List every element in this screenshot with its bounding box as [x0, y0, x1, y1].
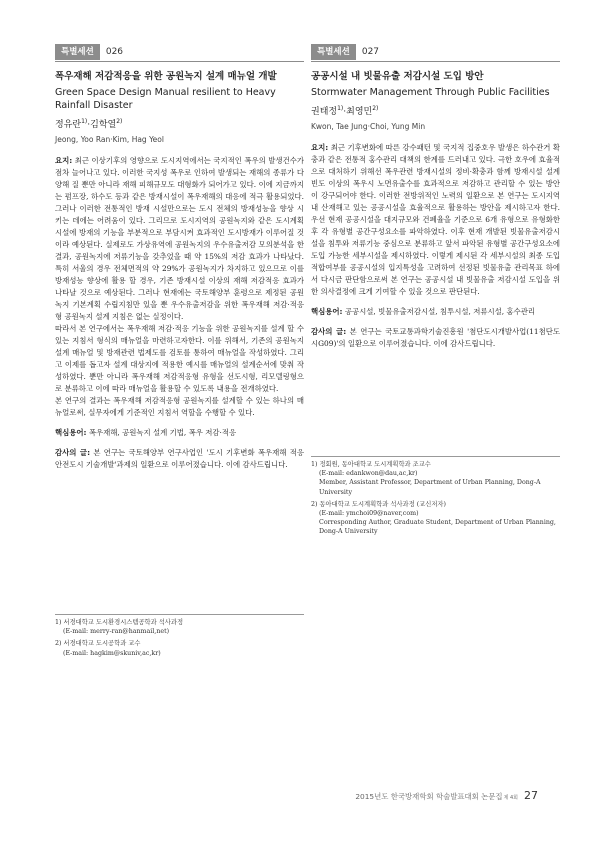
title-korean: 공공시설 내 빗물유출 저감시설 도입 방안 [311, 71, 484, 82]
paper-number: 026 [105, 47, 124, 57]
abstract-p3: 본 연구의 결과는 폭우재해 저감적응형 공원녹지를 설계할 수 있는 하나의 매뉴얼로써, 실무자에게 기준적인 지침서 역할을 수행할 수 있다. [55, 396, 304, 417]
proceedings-title: 2015년도 한국방재학회 학술발표대회 논문집 [355, 792, 503, 801]
authors-korean: 권태정$^{1)}$·최영민$^{2)}$ [311, 105, 379, 117]
abstract-text: 최근 기후변화에 따른 강수패턴 및 국지적 집중호우 발생은 하수관거 확충과 같은 전통적 홍수관리 대책의 한계를 드러내고 있다. 극한 호우에 효율적으로 대처하기 위해선 폭우관련 방재시설의 정비·확충과 함께 방재시설 설계빈도 이상의 폭우시 노면유출수를 효과적으로 저감하고 관리할 수 있는 방안이 강구되어야 한다. 이러한 전방위적인 노력의 일환으로 본 연구는 도시지역 내 산재해고 있는 공공시설을 효율적으로 활용하는 방안을 제시하고자 한다. 우선 현재 공공시설을 대지규모와 건폐율을 기준으로 6개 유형으로 유형화한 후 각 유형별 공간구성요소를 파악하였다. 이후 현재 개발된 빗물유출저감시설을 침투와 저류기능 중심으로 분류하고 앞서 파악된 유형별 공간구성요소에 도입 가능한 세부시설을 제시하였다. 이렇게 제시된 각 세부시설의 최종 도입 적합여부를 공공시설의 입지특성을 고려하여 선정된 빗물유출 관리목표 하에서 다시금 판단함으로써 본 연구는 공공시설 내 빗물유출 저감시설 도입을 위한 의사결정에 크게 기여할 수 있을 것으로 판단된다. [311, 143, 560, 296]
footnotes-027 [311, 456, 560, 537]
abstract [55, 155, 304, 419]
page-footer [355, 789, 538, 802]
footnote-2: 2) 동아대학교 도시계획학과 석사과정 (교신저자) (E-mail: ymchoi09@naver,com) Corresponding Author, Graduate Student, Department of Urban Planning, Dong-A University [311, 500, 556, 536]
paper-number: 027 [361, 47, 380, 57]
abstract [311, 142, 560, 298]
footnote-rule [55, 614, 304, 615]
authors-english: Kwon, Tae Jung·Choi, Yung Min [311, 122, 426, 131]
authors-english: Jeong, Yoo Ran·Kim, Hag Yeol [55, 135, 164, 144]
abstract-p2: 따라서 본 연구에서는 폭우재해 저감·적응 기능을 위한 공원녹지를 설계 할 수 있는 지침서 형식의 매뉴얼을 마련하고자한다. 이를 위해서, 기존의 공원녹지 설계 매뉴얼 및 방재관련 법제도를 검토를 통하여 매뉴얼을 작성하였다. 그리고 이제를 돕고자 설계 대상지에 적용한 예시를 매뉴얼의 설계순서에 맞춰 작성하였다. 뿐만 아니라 폭우재해 저감적응형 유형을 선도시형, 리모델링형으로 분류하고 이에 따라 매뉴얼을 활용할 수 있도록 내용을 전개하였다. [55, 324, 304, 393]
header-rule [311, 61, 560, 62]
acknowledgement: 감사의 글: 본 연구는 국토해양부 연구사업인 '도시 기후변화 폭우재해 적응 안전도시 기술개발'과제의 일환으로 이루어졌습니다. 이에 감사드립니다. [55, 448, 304, 469]
title-english: Green Space Design Manual resilient to Heavy Rainfall Disaster [55, 87, 276, 111]
acknowledgement: 감사의 글: 본 연구는 국토교통과학기술진흥원 '첨단도시개발사업(11첨단도시G09)'의 일환으로 이루어졌습니다. 이에 감사드립니다. [311, 327, 560, 348]
paper-027 [311, 44, 560, 350]
keywords: 핵심용어: 폭우재해, 공원녹지 설계 기법, 폭우 저감·적응 [55, 428, 237, 437]
footnotes-026 [55, 614, 304, 658]
page-number: 27 [524, 789, 538, 802]
session-header [55, 44, 304, 60]
session-header [311, 44, 560, 60]
header-rule [55, 61, 304, 62]
title-korean: 폭우재해 저감적응을 위한 공원녹지 설계 매뉴얼 개발 [55, 71, 277, 82]
proceedings-edition: 제 4회 [503, 795, 518, 801]
authors-korean: 정유란$^{1)}$·김학열$^{2)}$ [55, 118, 123, 130]
footnote-rule [311, 456, 560, 457]
footnote-2: 2) 서경대학교 도시공학과 교수 (E-mail: hagkim@skuniv,ac,kr) [55, 640, 161, 657]
abstract-label: 요지: [311, 143, 329, 152]
keywords: 핵심용어: 공공시설, 빗물유출저감시설, 침투시설, 저류시설, 홍수관리 [311, 307, 536, 316]
session-tag: 특별세션 [55, 44, 100, 60]
footnote-1: 1) 서경대학교 도시환경시스템공학과 석사과정 (E-mail: merry-ran@hanmail,net) [55, 619, 184, 636]
paper-026 [55, 44, 304, 471]
abstract-label: 요지: [55, 156, 73, 165]
session-tag: 특별세션 [311, 44, 356, 60]
abstract-p1: 최근 이상기후의 영향으로 도시지역에서는 국지적인 폭우의 발생건수가 점차 늘어나고 있다. 이러한 국지성 폭우로 인하여 발생되는 재해의 종류가 다양해 질 뿐만 아니라 재해 피해규모도 대형화가 되어가고 있다. 이에 지금까지는 펌프장, 하수도 등과 같은 방재시설이 폭우재해의 대응에 적극 활용되었다. 그러나 이러한 전통적인 방재 시설만으로는 도시 전체의 방재성능을 향상 시키는 데에는 어려움이 있다. 그리므로 도시지역의 공원녹지와 같은 도시계획시설에 방재의 기능을 부분적으로 부담시켜 효과적인 도시방재가 이루어질 것이라 예상된다. 실제로도 가상유역에 공원녹지의 우수유출저감 모의분석을 한 결과, 공원녹지에 저류기능을 갖추었을 때 약 15%의 저감 효과가 나타났다. 특히 서울의 경우 전체면적의 약 29%가 공원녹지가 차지하고 있으므로 이를 방재성능 향상에 활용 할 경우, 기존 방재시설 이상의 재해 저감적응 효과가 나타날 것으로 예상된다. 그러나 현재에는 국토해양부 훈령으로 제정된 공원녹지 기본계획 수립지침만 있을 뿐 우수유출저감을 위한 폭우재해 저감·적응형 공원녹지 설계 지침은 없는 실정이다. [55, 156, 304, 321]
title-english: Stormwater Management Through Public Facilities [311, 87, 550, 98]
footnote-1: 1) 정회원, 동아대학교 도시계획학과 조교수 (E-mail: edankwon@dau,ac,kr) Member, Assistant Professor, Department of Urban Planning, Dong-A University [311, 461, 541, 496]
